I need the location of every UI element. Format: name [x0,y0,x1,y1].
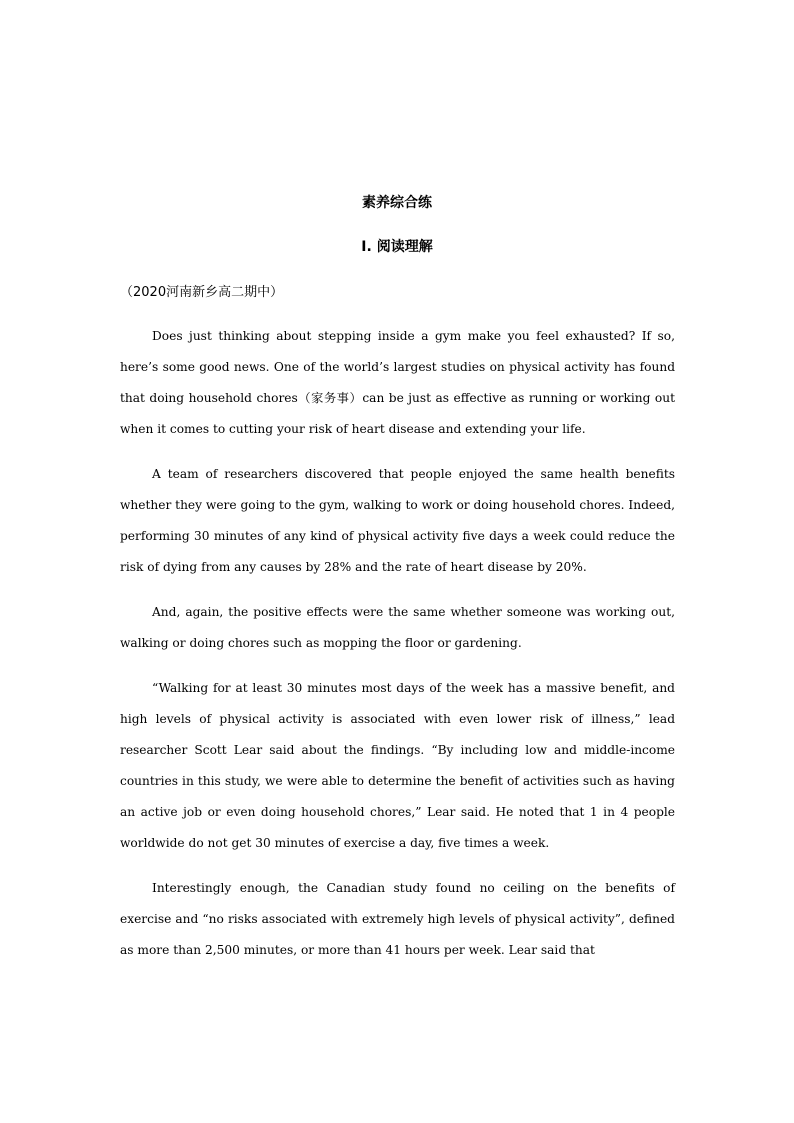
passage-body [120,321,675,980]
paragraph-1: Does just thinking about stepping inside a gym make you feel exhausted? If so, here’s some good news. One of the world’s largest studies on physical activity has found that doing household chores（家务事）can be just as effective as running or working out when it comes to cutting your risk of heart disease and extending your life. [120,329,675,436]
paragraph-5: Interestingly enough, the Canadian study found no ceiling on the benefits of exercise and “no risks associated with extremely high levels of physical activity”, defined as more than 2,500 minutes, or more than 41 hours per week. Lear said that [120,881,675,957]
page-title: 素养综合练 [362,195,432,211]
source-note: （2020河南新乡高二期中） [120,285,284,300]
paragraph-3: And, again, the positive effects were the same whether someone was working out, walking or doing chores such as mopping the floor or gardening. [120,605,675,650]
section-heading: Ⅰ. 阅读理解 [361,239,433,255]
paragraph-4: “Walking for at least 30 minutes most days of the week has a massive benefit, and high levels of physical activity is associated with even lower risk of illness,” lead researcher Scott Lear said about the findings. “By including low and middle-income countries in this study, we were able to determine the benefit of activities such as having an active job or even doing household chores,” Lear said. He noted that 1 in 4 people worldwide do not get 30 minutes of exercise a day, five times a week. [120,681,675,850]
paragraph-2: A team of researchers discovered that people enjoyed the same health benefits whether they were going to the gym, walking to work or doing household chores. Indeed, performing 30 minutes of any kind of physical activity five days a week could reduce the risk of dying from any causes by 28% and the rate of heart disease by 20%. [120,467,675,574]
